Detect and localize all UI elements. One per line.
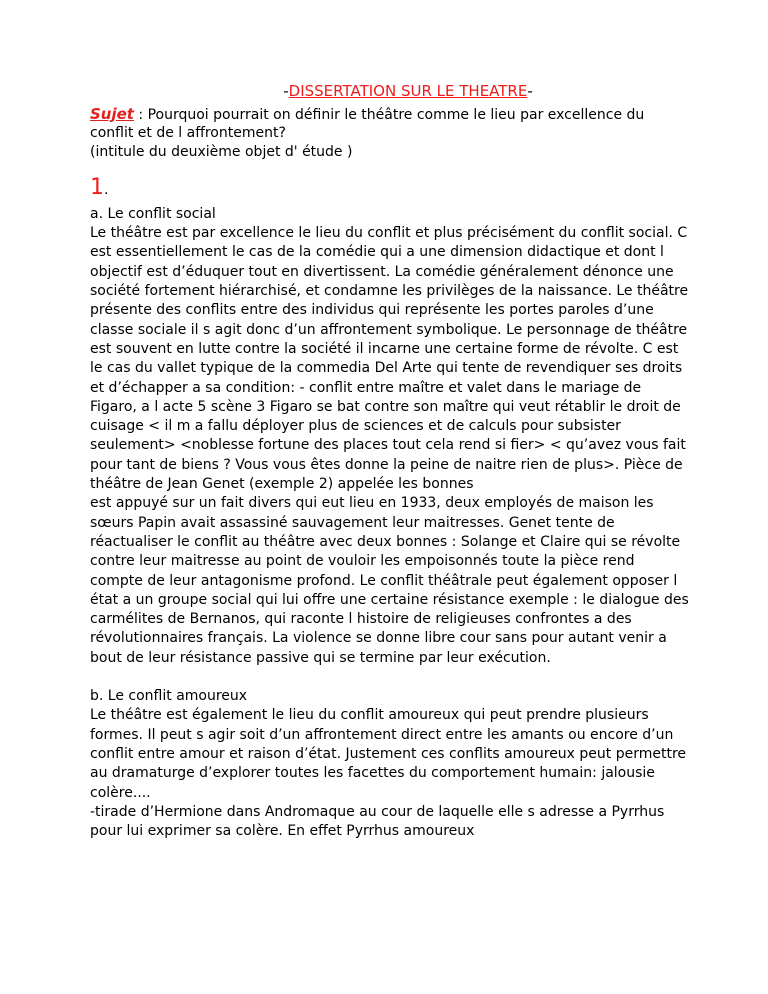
part-a-paragraph-1: Le théâtre est par excellence le lieu du conflit et plus précisément du conflit social. C est essentiellement le cas de la comédie qui a une dimension didactique et dont l objectif est d’éduquer tout en divertissent. La comédie généralement dénonce une société fortement hiérarchisé, et condamne les privilèges de la naissance. Le théâtre présente des conflits entre des individus qui représente les portes paroles d’une classe sociale il s agit donc d’un affrontement symbolique. Le personnage de théâtre est souvent en lutte contre la société il incarne une certaine forme de révolte. C est le cas du vallet typique de la commedia Del Arte qui tente de revendiquer ses droits et d’échapper a sa condition: - conflit entre maître et valet dans le mariage de Figaro, a l acte 5 scène 3 Figaro se bat contre son maître qui veut rétablir le droit de cuisage < il m a fallu déployer plus de sciences et de calculs pour subsister seulement> <noblesse fortune des places tout cela rend si fier> < qu’avez vous fait pour tant de biens ? Vous vous êtes donne la peine de naitre rien de plus>. Pièce de théâtre de Jean Genet (exemple 2) appelée les bonnes [90, 225, 689, 493]
document-title-line [90, 80, 690, 102]
section-spacer [90, 668, 690, 687]
part-b-heading: b. Le conflit amoureux [90, 688, 248, 705]
section-number-digit: 1 [90, 174, 104, 200]
document-page [90, 80, 690, 841]
part-a-paragraph-2: est appuyé sur un fait divers qui eut lieu en 1933, deux employés de maison les sœurs Papin avait assassiné sauvagement leur maitresses. Genet tente de réactualiser le conflit au théâtre avec deux bonnes : Solange et Claire qui se révolte contre leur maitresse au point de vouloir les empoisonnés toute la pièce rend compte de leur antagonisme profond. Le conflit théâtrale peut également opposer l état a un groupe social qui lui offre une certaine résistance exemple : le dialogue des carmélites de Bernanos, qui raconte l histoire de religieuses confrontes a des révolutionnaires français. La violence se donne libre cour sans pour autant venir a bout de leur résistance passive qui se termine par leur exécution. [90, 495, 689, 666]
part-a-heading: a. Le conflit social [90, 205, 216, 222]
title-suffix: - [527, 82, 533, 100]
sujet-note: (intitule du deuxième objet d' étude ) [90, 143, 353, 160]
section-number [90, 175, 690, 203]
part-b-paragraph-1: Le théâtre est également le lieu du conflit amoureux qui peut prendre plusieurs formes. Il peut s agir soit d’un affrontement direct entre les amants ou encore d’un conflit entre amour et raison d’état. Justement ces conflits amoureux peut permettre au dramaturge d’explorer toutes les facettes du comportement humain: jalousie colère.... [90, 707, 687, 801]
sujet-text: : Pourquoi pourrait on définir le théâtre comme le lieu par excellence du conflit et de l affrontement? [90, 107, 645, 142]
part-b-paragraph-2: -tirade d’Hermione dans Andromaque au cour de laquelle elle s adresse a Pyrrhus pour lui exprimer sa colère. En effet Pyrrhus amoureux [90, 803, 665, 840]
sujet-label: Sujet [90, 105, 134, 123]
title-prefix: - [283, 82, 289, 100]
section-number-dot: . [104, 181, 109, 198]
sujet-block [90, 105, 690, 161]
document-title: DISSERTATION SUR LE THEATRE [288, 82, 528, 100]
